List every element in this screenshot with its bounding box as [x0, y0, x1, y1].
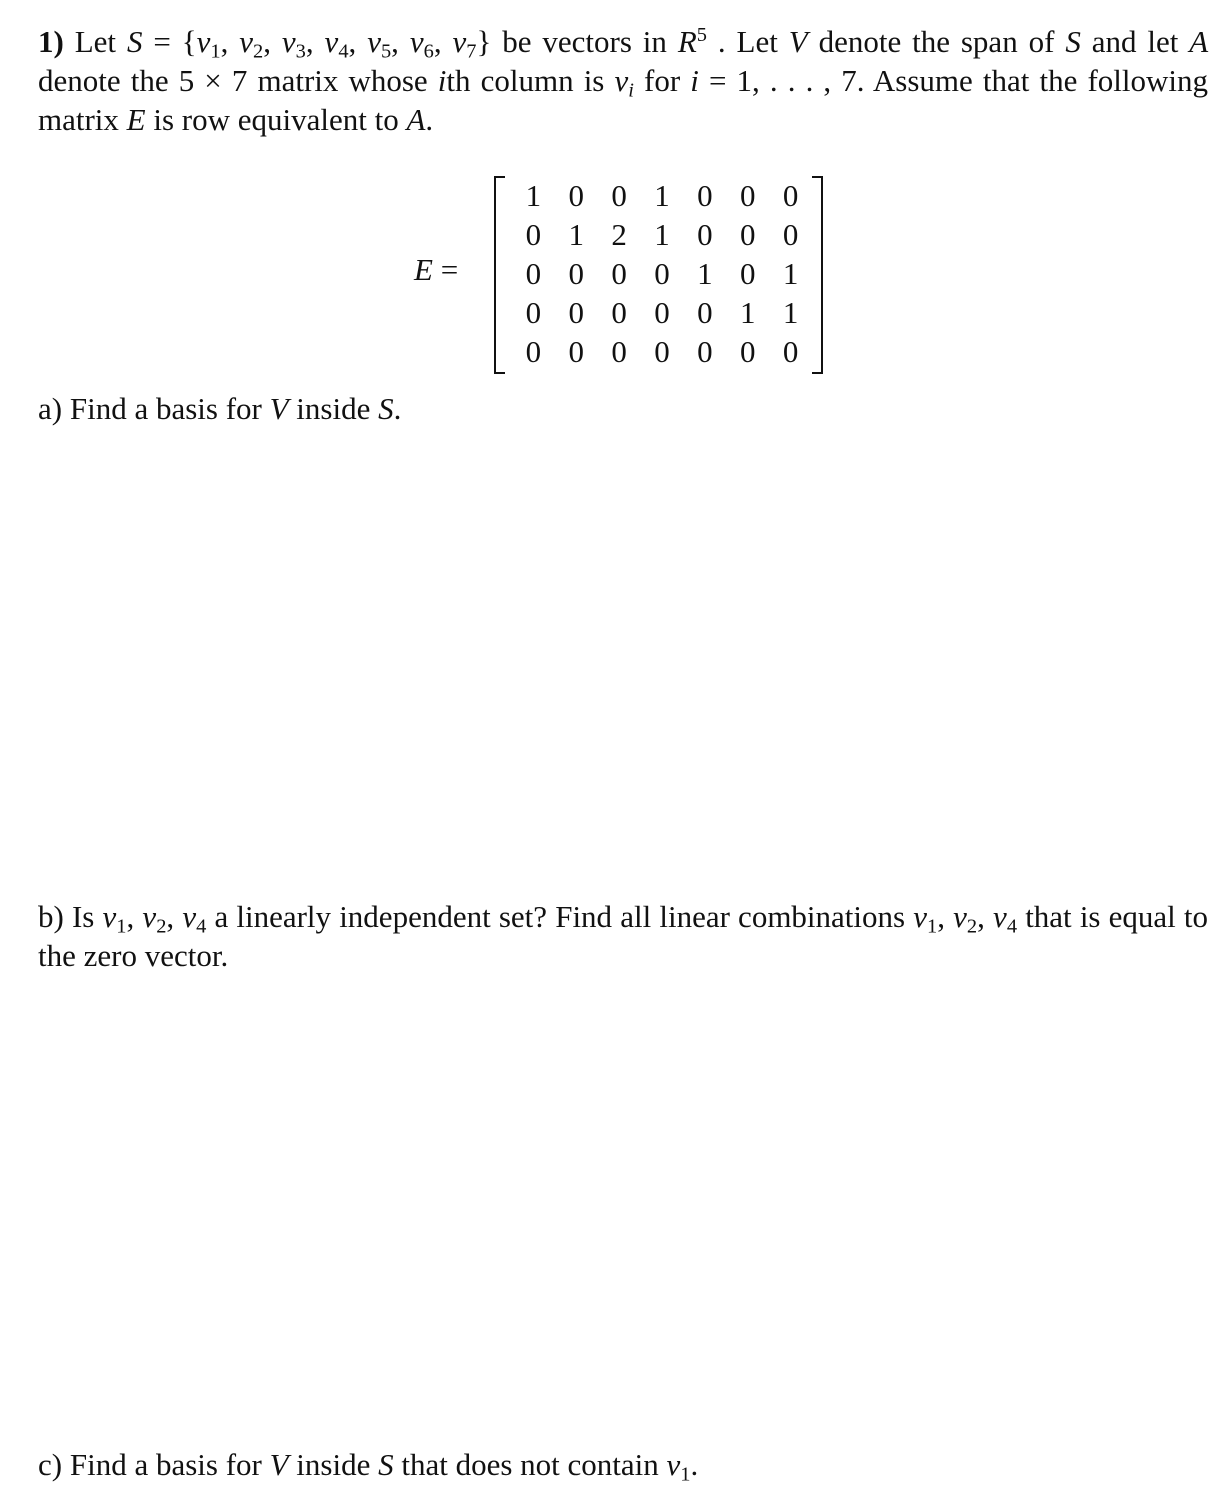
matrix-row	[512, 293, 812, 332]
matrix-cell: 0	[739, 178, 756, 213]
left-bracket	[494, 176, 505, 374]
part-c: c) Find a basis for V inside S that does not contain $v_1$.	[38, 1447, 699, 1486]
matrix-grid	[512, 176, 812, 371]
matrix-cell: 0	[654, 256, 670, 291]
set-s: S	[126, 24, 143, 59]
part-b: b) Is $v_1$, $v_2$, $v_4$ a linearly independent set? Find all linear combinations $v_1$, $v_2$, $v_4$ that is equal to the zero vector.	[38, 899, 1209, 973]
part-c-label: c)	[38, 1447, 63, 1482]
matrix-cell: 1	[782, 295, 799, 330]
matrix-cell: 1	[568, 217, 585, 252]
matrix-cell: 0	[525, 295, 542, 330]
matrix-cell: 0	[525, 334, 542, 369]
matrix-e: E	[126, 102, 146, 137]
span-v: V	[788, 24, 808, 59]
matrix-cell: 0	[697, 217, 713, 252]
vector-v5: $v_5$	[367, 24, 392, 63]
matrix-cell: 0	[611, 295, 627, 330]
matrix-cell: 0	[697, 295, 713, 330]
matrix-cell: 0	[568, 178, 585, 213]
matrix-cell: 2	[611, 217, 627, 252]
vector-v6: $v_6$	[409, 24, 434, 63]
matrix-cell: 0	[739, 256, 756, 291]
matrix-row	[512, 215, 812, 254]
matrix-cell: 0	[782, 217, 799, 252]
matrix-cell: 1	[654, 178, 670, 213]
matrix-cell: 0	[739, 217, 756, 252]
matrix-cell: 1	[697, 256, 713, 291]
matrix-cell: 0	[739, 334, 756, 369]
matrix-a: A	[1189, 24, 1209, 59]
matrix-cell: 0	[654, 295, 670, 330]
matrix-row	[512, 176, 812, 215]
matrix-cell: 0	[525, 217, 542, 252]
matrix-cell: 0	[654, 334, 670, 369]
vector-v7: $v_7$	[452, 24, 477, 63]
matrix-label: E =	[414, 252, 459, 287]
problem-number: 1)	[38, 24, 64, 59]
vector-v1: $v_1$	[196, 24, 221, 63]
matrix-cell: 1	[525, 178, 542, 213]
vector-v3: $v_3$	[281, 24, 306, 63]
matrix-cell: 0	[568, 295, 585, 330]
part-a: a) Find a basis for V inside S.	[38, 391, 402, 426]
part-a-label: a)	[38, 391, 63, 426]
matrix-cell: 0	[525, 256, 542, 291]
matrix-cell: 0	[568, 256, 585, 291]
vector-v4: $v_4$	[324, 24, 349, 63]
space-r: R	[677, 24, 697, 59]
matrix-cell: 0	[782, 334, 799, 369]
right-bracket	[812, 176, 823, 374]
matrix-cell: 0	[697, 334, 713, 369]
matrix-cell: 1	[654, 217, 670, 252]
vector-v2: $v_2$	[239, 24, 264, 63]
part-b-label: b)	[38, 899, 64, 934]
matrix-cell: 0	[611, 178, 627, 213]
problem-statement: 1) Let $S = \{v_1$, $v_2$, $v_3$, $v_4$, $v_5$, $v_6$, $v_7$} be vectors in $R^5$ . Let V denote the span of S and let A denote the 5 × 7 matrix whose ith column is $v_i$ for i = 1, . . . , 7. Assume that the following matrix E is row equivalent to A.	[38, 23, 1209, 137]
matrix-cell: 0	[568, 334, 585, 369]
matrix-cell: 1	[739, 295, 756, 330]
matrix-cell: 1	[782, 256, 799, 291]
matrix-cell: 0	[611, 334, 627, 369]
matrix-row	[512, 254, 812, 293]
matrix-cell: 0	[611, 256, 627, 291]
matrix-cell: 0	[782, 178, 799, 213]
matrix-cell: 0	[697, 178, 713, 213]
matrix-row	[512, 332, 812, 371]
